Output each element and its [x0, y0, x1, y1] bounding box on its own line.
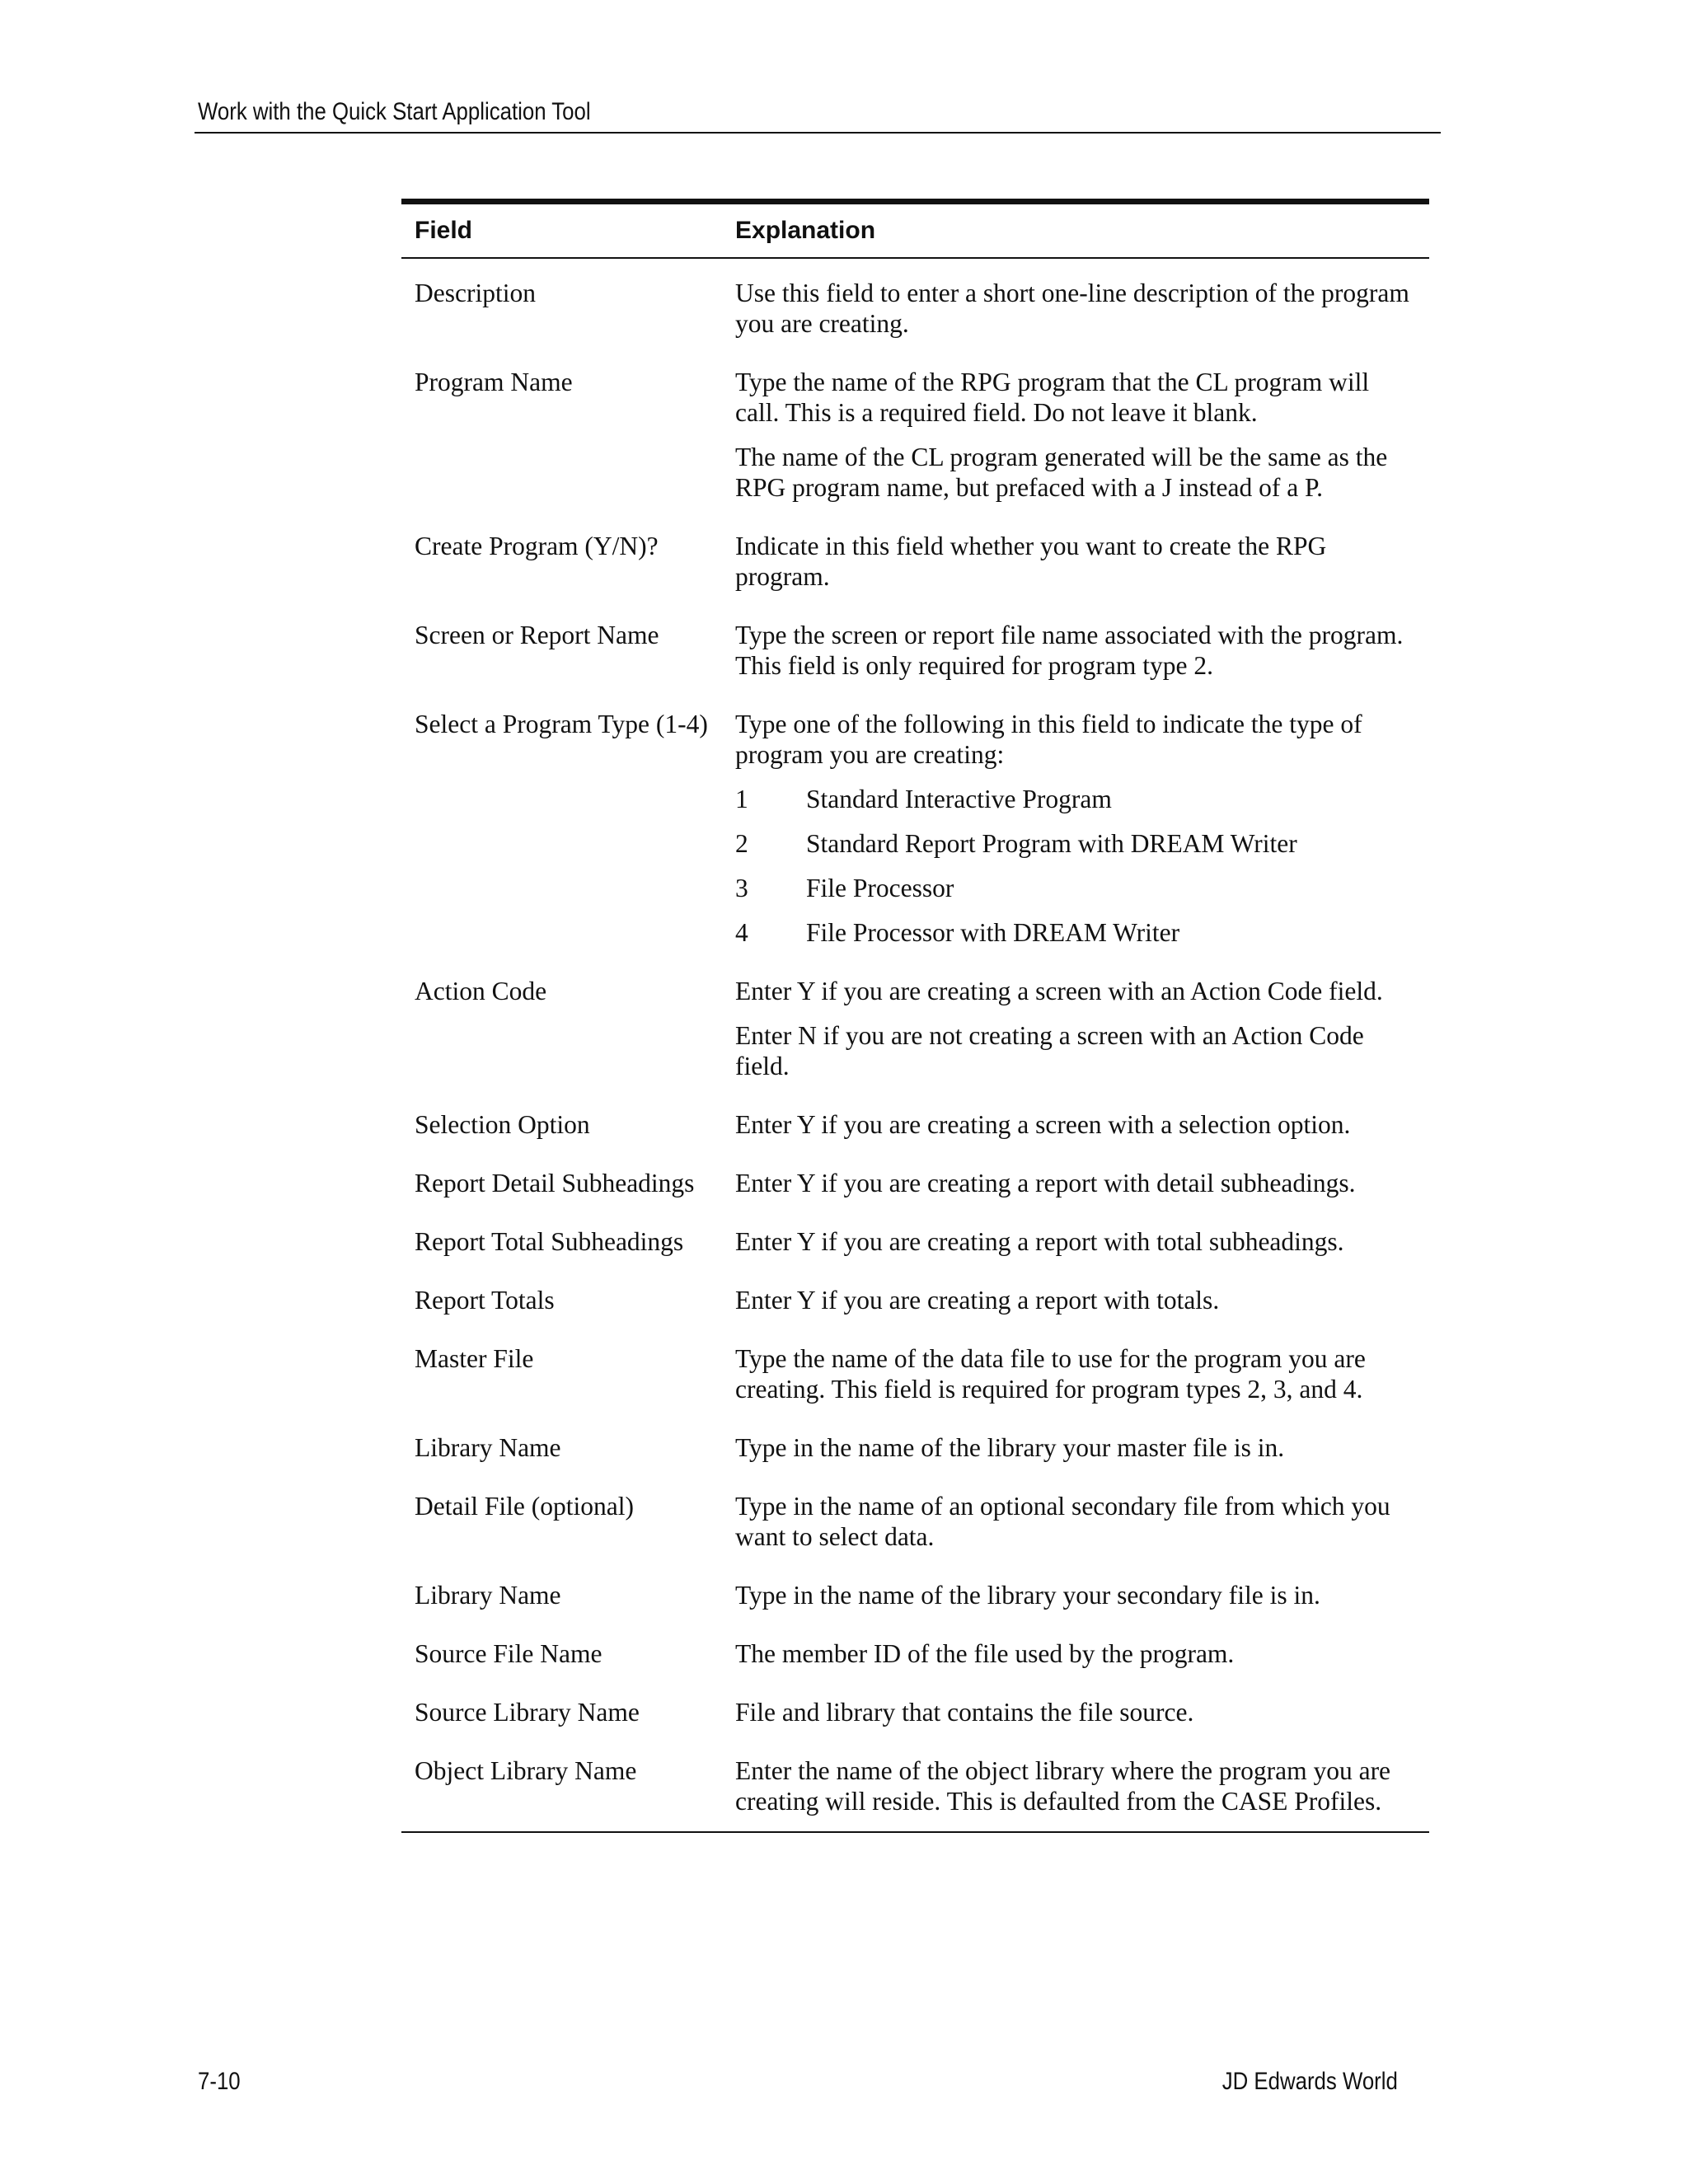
explanation-paragraph: Type the name of the RPG program that the CL program will call. This is a required field. Do not leave it blank. — [735, 368, 1370, 427]
program-type-label: Standard Interactive Program — [806, 785, 1112, 813]
explanation-paragraph: Enter N if you are not creating a screen with an Action Code field. — [735, 1021, 1364, 1080]
explanation-cell — [735, 1343, 1429, 1404]
field-name-cell: Screen or Report Name — [415, 621, 659, 649]
field-explanation-table — [401, 199, 1429, 1833]
table-row — [401, 1638, 1429, 1669]
field-name-cell: Library Name — [415, 1581, 561, 1610]
table-row — [401, 531, 1429, 592]
field-name-cell: Report Total Subheadings — [415, 1227, 684, 1256]
field-name-cell: Source Library Name — [415, 1698, 640, 1727]
table-row — [401, 1285, 1429, 1315]
table-row — [401, 1755, 1429, 1816]
program-type-number: 4 — [735, 918, 748, 947]
explanation-cell — [735, 1432, 1429, 1463]
column-header-field: Field — [415, 217, 473, 244]
program-type-number: 3 — [735, 874, 748, 902]
field-name-cell: Action Code — [415, 977, 547, 1005]
table-row — [401, 1432, 1429, 1463]
field-name-cell: Description — [415, 279, 536, 307]
table-header-row — [401, 204, 1429, 259]
explanation-cell — [735, 367, 1429, 503]
column-header-explanation: Explanation — [735, 217, 876, 244]
explanation-paragraph: Enter Y if you are creating a report with total subheadings. — [735, 1227, 1344, 1256]
explanation-paragraph: Indicate in this field whether you want to create the RPG program. — [735, 532, 1327, 591]
program-type-item — [735, 828, 1416, 859]
field-name-cell: Detail File (optional) — [415, 1492, 634, 1521]
program-type-label: Standard Report Program with DREAM Writer — [806, 829, 1297, 858]
table-row — [401, 709, 1429, 948]
field-name-cell: Create Program (Y/N)? — [415, 532, 659, 560]
explanation-cell — [735, 531, 1429, 592]
explanation-cell — [735, 1109, 1429, 1140]
table-row — [401, 1226, 1429, 1257]
field-name-cell: Source File Name — [415, 1639, 603, 1668]
explanation-paragraph: Enter Y if you are creating a report with totals. — [735, 1286, 1220, 1315]
field-name-cell: Report Detail Subheadings — [415, 1169, 695, 1197]
table-row — [401, 367, 1429, 503]
explanation-cell — [735, 620, 1429, 681]
running-header: Work with the Quick Start Application Tool — [198, 98, 591, 125]
table-row — [401, 1491, 1429, 1552]
program-type-item — [735, 873, 1416, 903]
explanation-cell — [735, 1580, 1429, 1610]
field-name-cell: Library Name — [415, 1433, 561, 1462]
explanation-cell — [735, 1491, 1429, 1552]
explanation-paragraph: The member ID of the file used by the program. — [735, 1639, 1235, 1668]
table-row — [401, 1168, 1429, 1198]
explanation-paragraph: Enter Y if you are creating a screen with an Action Code field. — [735, 977, 1383, 1005]
explanation-cell — [735, 1697, 1429, 1727]
field-name-cell: Program Name — [415, 368, 573, 396]
program-type-item — [735, 784, 1416, 814]
program-type-number: 1 — [735, 785, 748, 813]
table-row — [401, 1343, 1429, 1404]
explanation-cell — [735, 278, 1429, 339]
table-row — [401, 976, 1429, 1081]
explanation-cell — [735, 709, 1429, 948]
explanation-paragraph: Type the name of the data file to use for the program you are creating. This field is required for program types 2, 3, and 4. — [735, 1344, 1366, 1404]
explanation-paragraph: Type in the name of the library your secondary file is in. — [735, 1581, 1320, 1610]
field-name-cell: Report Totals — [415, 1286, 555, 1315]
field-name-cell: Object Library Name — [415, 1756, 637, 1785]
explanation-paragraph: Type in the name of the library your master file is in. — [735, 1433, 1285, 1462]
explanation-cell — [735, 1638, 1429, 1669]
explanation-paragraph: Type the screen or report file name associated with the program. This field is only required for program type 2. — [735, 621, 1404, 680]
header-rule — [195, 132, 1441, 134]
table-row — [401, 1109, 1429, 1140]
field-name-cell: Select a Program Type (1-4) — [415, 710, 708, 738]
footer-product: JD Edwards World — [1221, 2068, 1398, 2095]
page-number: 7-10 — [198, 2068, 241, 2095]
explanation-paragraph: Type in the name of an optional secondary file from which you want to select data. — [735, 1492, 1390, 1551]
explanation-cell — [735, 1285, 1429, 1315]
explanation-paragraph: Enter Y if you are creating a report with detail subheadings. — [735, 1169, 1356, 1197]
program-type-list — [735, 784, 1416, 948]
program-type-item — [735, 917, 1416, 948]
explanation-cell — [735, 1226, 1429, 1257]
explanation-paragraph: The name of the CL program generated will be the same as the RPG program name, but prefaced with a J instead of a P. — [735, 443, 1388, 502]
explanation-paragraph: Enter Y if you are creating a screen with a selection option. — [735, 1110, 1351, 1139]
table-top-rule — [401, 199, 1429, 204]
program-type-label: File Processor — [806, 874, 954, 902]
program-type-label: File Processor with DREAM Writer — [806, 918, 1180, 947]
table-body — [401, 259, 1429, 1833]
table-row — [401, 1697, 1429, 1727]
explanation-paragraph: Enter the name of the object library where the program you are creating will reside. This is defaulted from the CASE Profiles. — [735, 1756, 1391, 1816]
table-row — [401, 1580, 1429, 1610]
explanation-cell — [735, 976, 1429, 1081]
explanation-cell — [735, 1755, 1429, 1816]
field-name-cell: Master File — [415, 1344, 534, 1373]
explanation-cell — [735, 1168, 1429, 1198]
field-name-cell: Selection Option — [415, 1110, 590, 1139]
explanation-paragraph: File and library that contains the file source. — [735, 1698, 1194, 1727]
table-row — [401, 278, 1429, 339]
explanation-paragraph: Type one of the following in this field to indicate the type of program you are creating: — [735, 710, 1362, 769]
table-row — [401, 620, 1429, 681]
explanation-paragraph: Use this field to enter a short one-line description of the program you are creating. — [735, 279, 1409, 338]
program-type-number: 2 — [735, 829, 748, 858]
